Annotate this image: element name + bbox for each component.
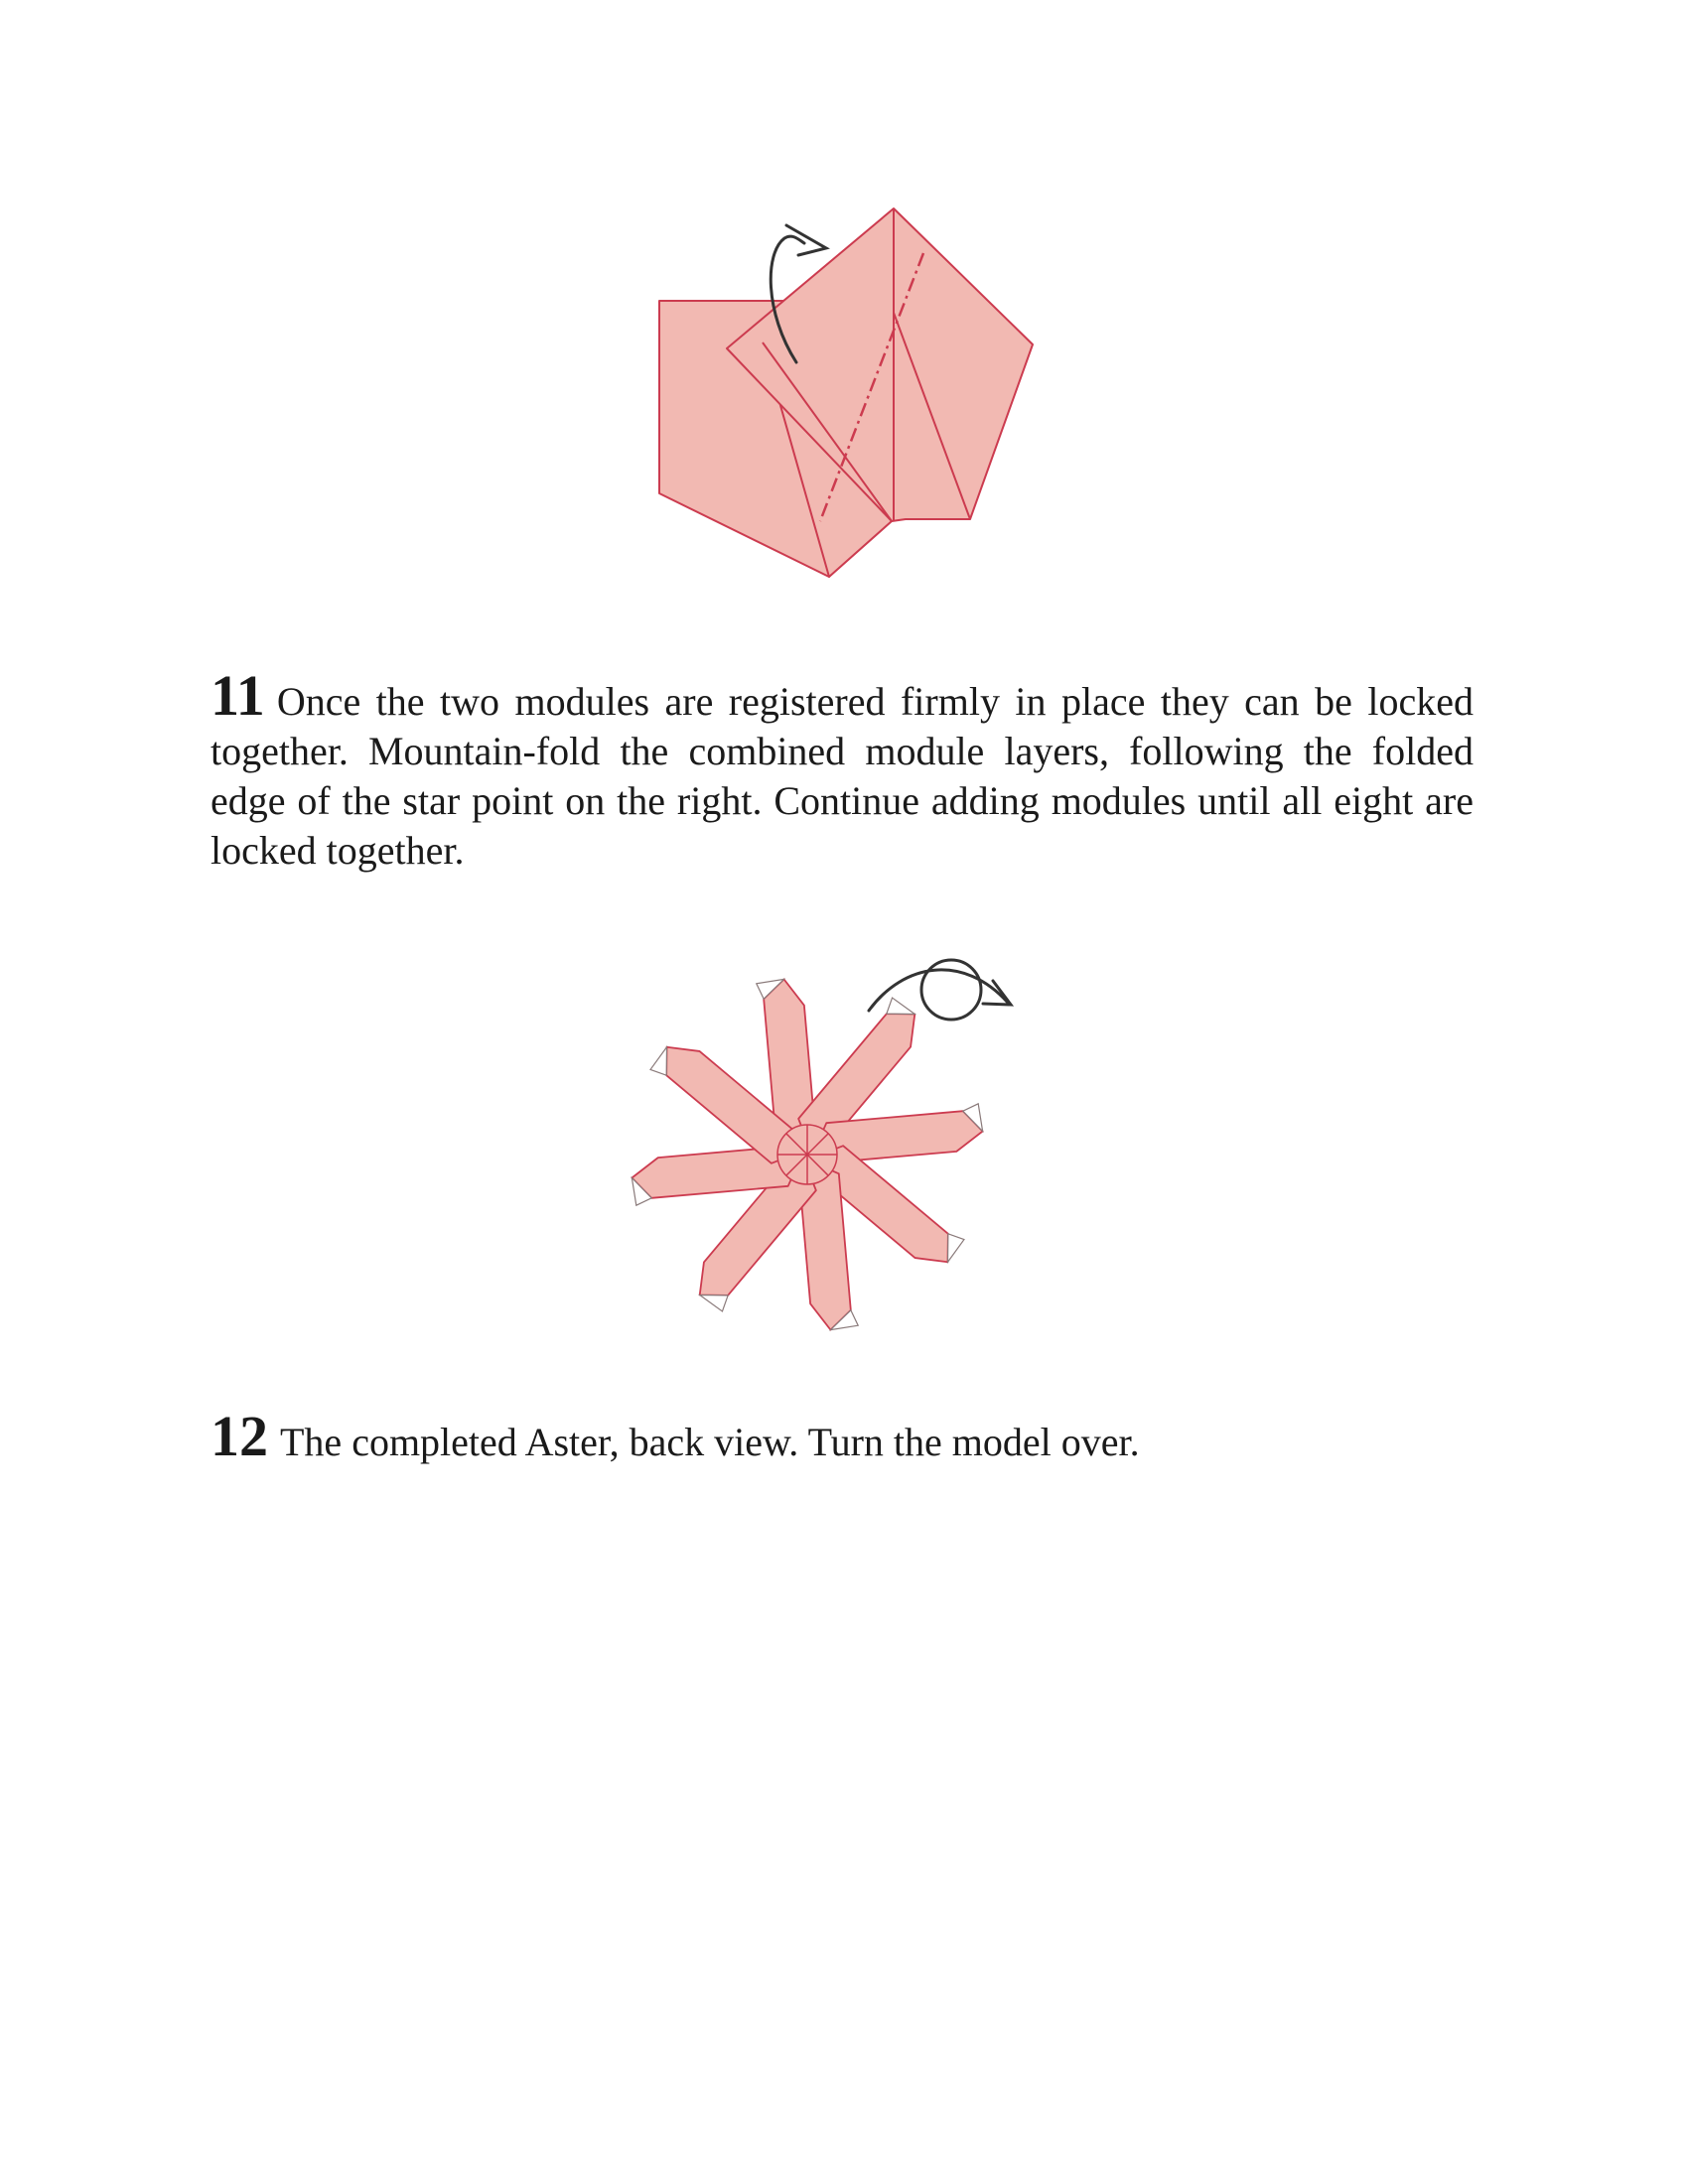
step-12-diagram xyxy=(626,943,1062,1340)
step-text: The completed Aster, back view. Turn the model over. xyxy=(280,1420,1140,1464)
step-number: 11 xyxy=(211,663,265,728)
step-12-instruction xyxy=(211,1404,1474,1468)
step-11-diagram xyxy=(635,194,1053,591)
step-11-instruction xyxy=(211,663,1474,876)
step-number: 12 xyxy=(211,1404,268,1468)
step-text: Once the two modules are registered firmly in place they can be locked together. Mountain-fold the combined module layers, following the folded edge of the star point on the right. Continue adding modules until all eight are locked together. xyxy=(211,679,1474,873)
